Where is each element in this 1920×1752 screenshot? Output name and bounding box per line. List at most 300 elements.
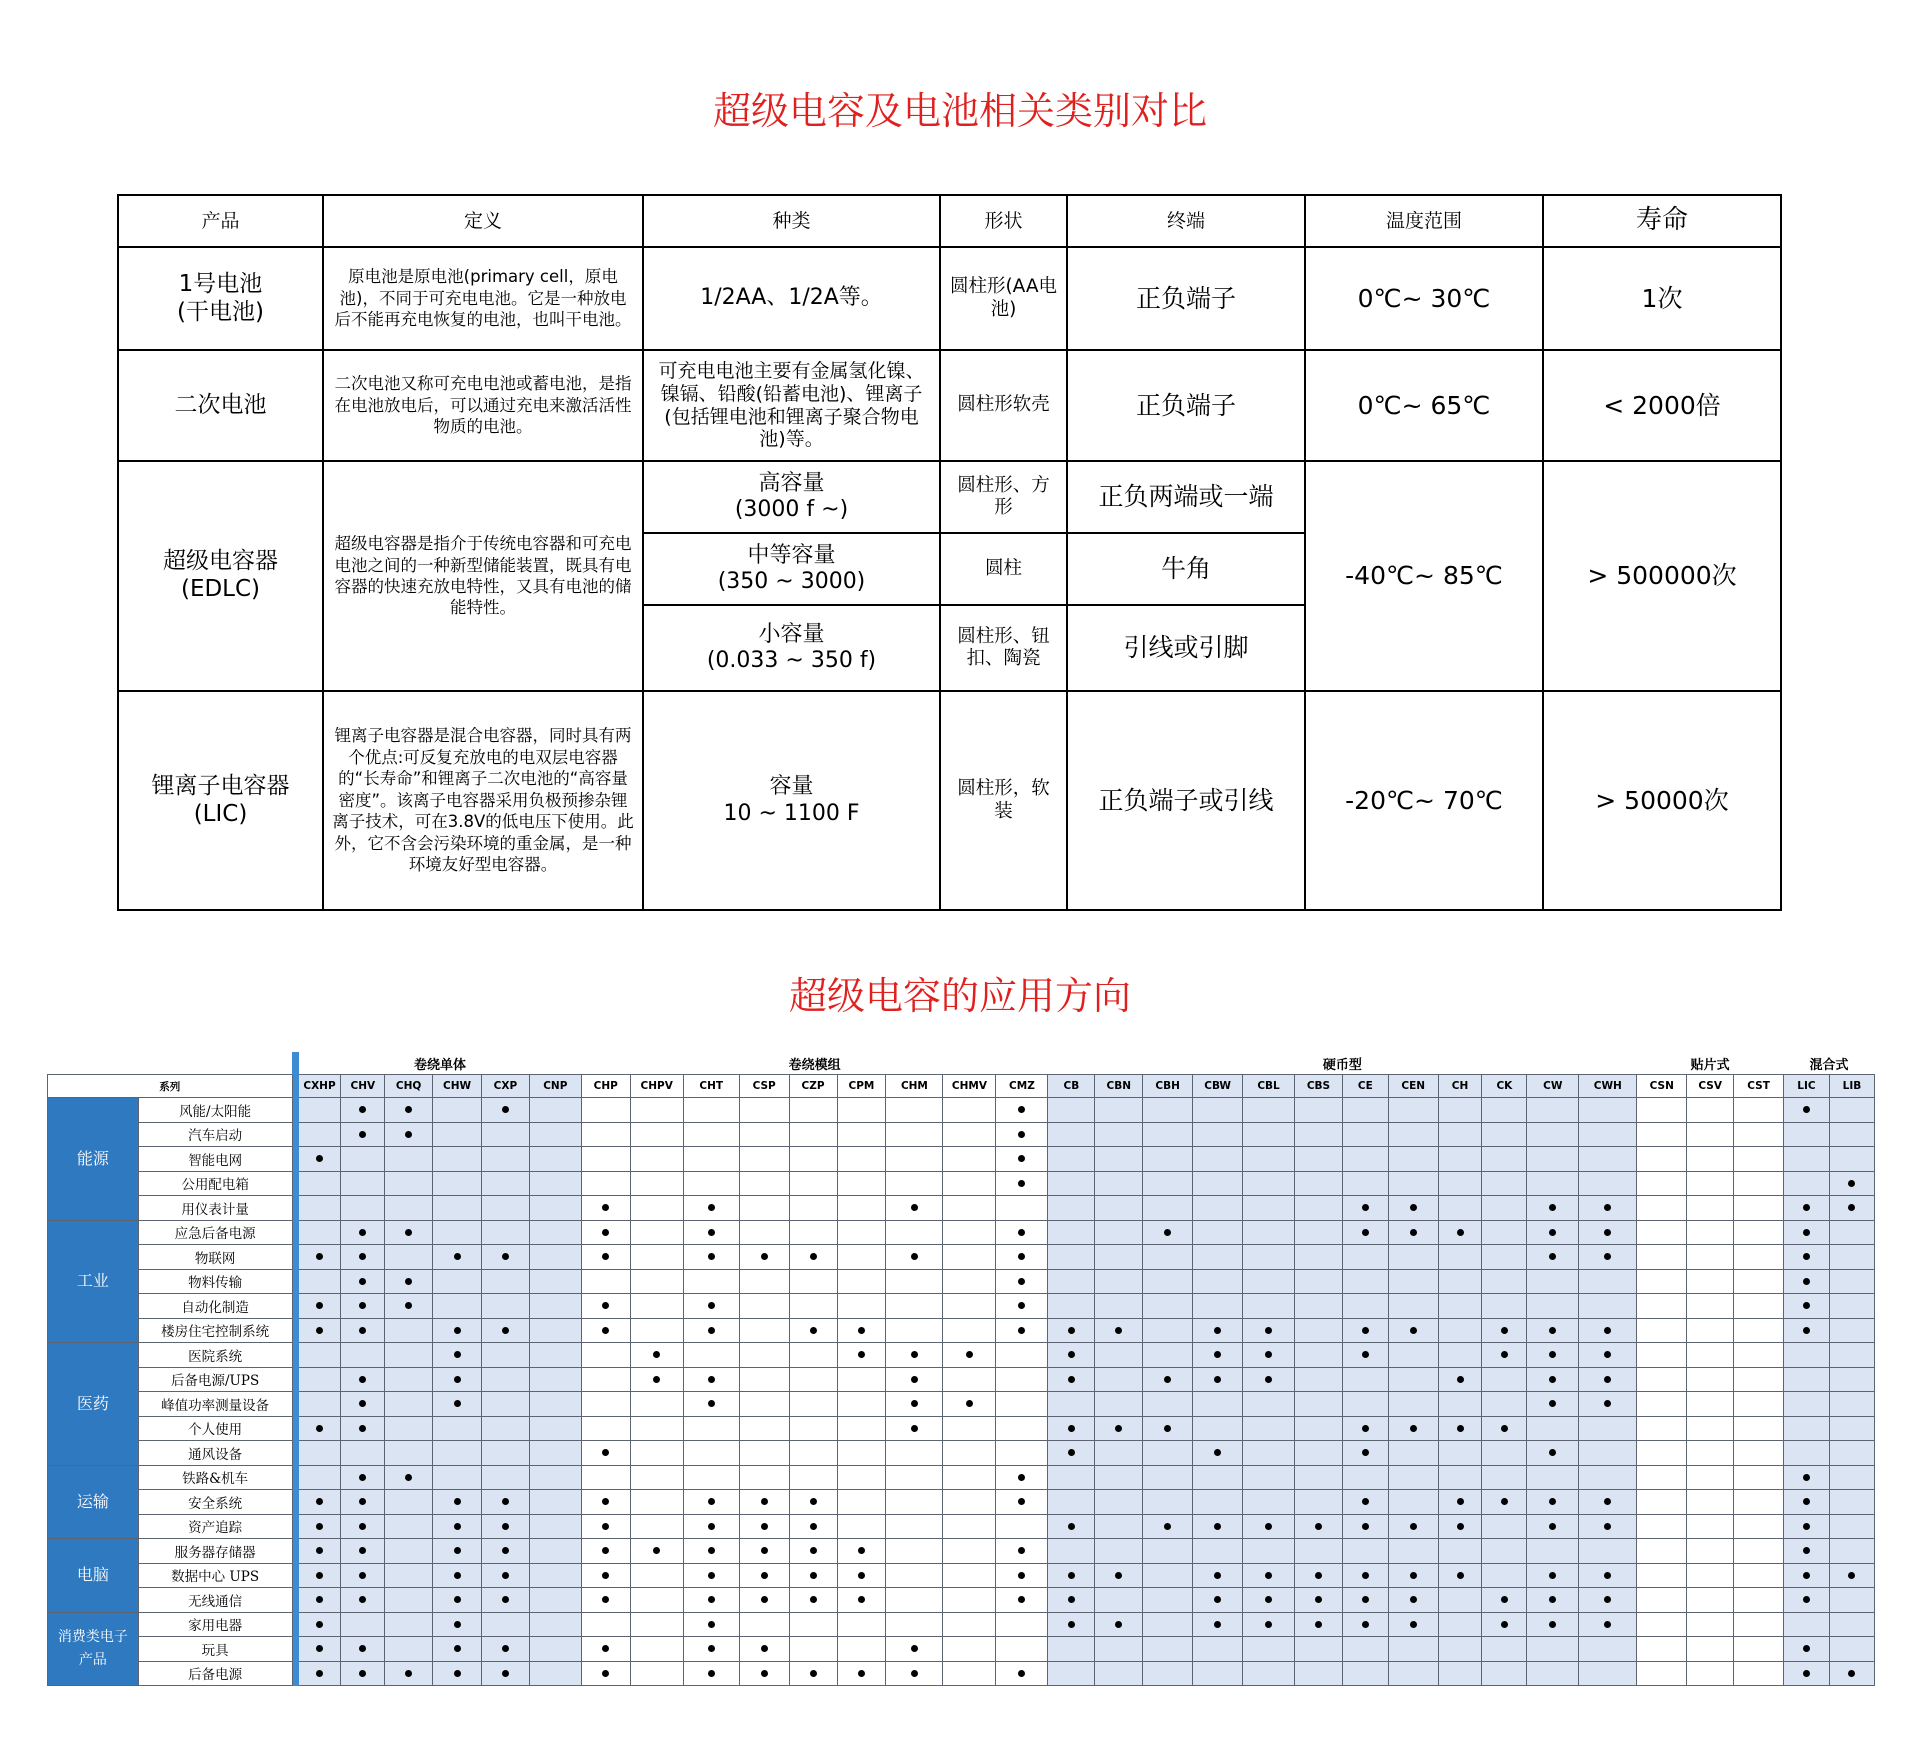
bullet-dot-icon	[1604, 1351, 1611, 1358]
bullet-dot-icon	[316, 1327, 323, 1334]
bullet-dot-icon	[761, 1253, 768, 1260]
matrix-cell	[1637, 1465, 1687, 1490]
bullet-dot-icon	[405, 1302, 412, 1309]
matrix-cell	[1438, 1539, 1482, 1564]
matrix-cell	[385, 1098, 433, 1123]
bullet-dot-icon	[708, 1547, 715, 1554]
matrix-cell	[886, 1343, 943, 1368]
bullet-dot-icon	[602, 1547, 609, 1554]
bullet-dot-icon	[1068, 1425, 1075, 1432]
matrix-cell	[481, 1122, 529, 1147]
bullet-dot-icon	[1410, 1229, 1417, 1236]
bullet-dot-icon	[359, 1547, 366, 1554]
matrix-cell	[1637, 1098, 1687, 1123]
bullet-dot-icon	[810, 1498, 817, 1505]
matrix-cell	[996, 1661, 1048, 1686]
matrix-cell	[433, 1122, 482, 1147]
matrix-cell	[1734, 1637, 1784, 1662]
matrix-cell	[581, 1196, 630, 1221]
terminal-cell: 引线或引脚	[1067, 605, 1305, 691]
series-code-cbl: CBL	[1243, 1075, 1295, 1098]
terminal-cell: 正负端子	[1067, 350, 1305, 461]
header-product: 产品	[118, 195, 323, 247]
bullet-dot-icon	[708, 1498, 715, 1505]
matrix-cell	[886, 1441, 943, 1466]
matrix-cell	[1143, 1196, 1193, 1221]
matrix-cell	[481, 1539, 529, 1564]
matrix-cell	[1048, 1343, 1095, 1368]
matrix-cell	[529, 1343, 581, 1368]
bullet-dot-icon	[1803, 1302, 1810, 1309]
bullet-dot-icon	[602, 1645, 609, 1652]
matrix-cell	[886, 1612, 943, 1637]
matrix-cell	[1438, 1269, 1482, 1294]
matrix-cell	[529, 1416, 581, 1441]
matrix-cell	[481, 1343, 529, 1368]
matrix-cell	[1095, 1539, 1143, 1564]
matrix-cell	[837, 1416, 886, 1441]
matrix-cell	[529, 1220, 581, 1245]
matrix-cell	[1243, 1441, 1295, 1466]
matrix-cell	[1784, 1269, 1830, 1294]
bullet-dot-icon	[502, 1670, 509, 1677]
table-row	[48, 1392, 1875, 1417]
matrix-cell	[943, 1637, 996, 1662]
bullet-dot-icon	[359, 1523, 366, 1530]
bullet-dot-icon	[858, 1351, 865, 1358]
matrix-cell	[683, 1514, 739, 1539]
matrix-cell	[1193, 1661, 1243, 1686]
kind-cell: 1/2AA、1/2A等。	[643, 247, 940, 350]
matrix-cell	[1143, 1661, 1193, 1686]
matrix-cell	[1342, 1294, 1388, 1319]
applications-title: 超级电容的应用方向	[788, 974, 1131, 1018]
matrix-cell	[739, 1563, 789, 1588]
application-name: 风能/太阳能	[138, 1098, 292, 1123]
bullet-dot-icon	[708, 1327, 715, 1334]
bullet-dot-icon	[1362, 1425, 1369, 1432]
matrix-cell	[1095, 1392, 1143, 1417]
bullet-dot-icon	[761, 1670, 768, 1677]
table-row	[48, 1416, 1875, 1441]
matrix-cell	[298, 1514, 341, 1539]
bullet-dot-icon	[1018, 1596, 1025, 1603]
bullet-dot-icon	[911, 1204, 918, 1211]
bullet-dot-icon	[602, 1572, 609, 1579]
matrix-cell	[481, 1637, 529, 1662]
matrix-cell	[1527, 1539, 1579, 1564]
matrix-cell	[1579, 1416, 1637, 1441]
matrix-cell	[1829, 1416, 1874, 1441]
matrix-cell	[1438, 1171, 1482, 1196]
bullet-dot-icon	[1457, 1572, 1464, 1579]
bullet-dot-icon	[1018, 1670, 1025, 1677]
bullet-dot-icon	[1265, 1621, 1272, 1628]
bullet-dot-icon	[1549, 1449, 1556, 1456]
matrix-cell	[529, 1367, 581, 1392]
matrix-cell	[385, 1441, 433, 1466]
matrix-cell	[298, 1490, 341, 1515]
bullet-dot-icon	[911, 1400, 918, 1407]
matrix-cell	[1438, 1147, 1482, 1172]
bullet-dot-icon	[454, 1498, 461, 1505]
matrix-cell	[996, 1147, 1048, 1172]
bullet-dot-icon	[1457, 1523, 1464, 1530]
matrix-cell	[1143, 1637, 1193, 1662]
matrix-cell	[1784, 1612, 1830, 1637]
series-group-0: 卷绕单体	[413, 1057, 466, 1073]
matrix-cell	[789, 1098, 837, 1123]
bullet-dot-icon	[359, 1376, 366, 1383]
matrix-cell	[837, 1269, 886, 1294]
matrix-cell	[341, 1318, 385, 1343]
bullet-dot-icon	[316, 1523, 323, 1530]
bullet-dot-icon	[454, 1376, 461, 1383]
life-cell: > 50000次	[1543, 691, 1781, 910]
bullet-dot-icon	[502, 1253, 509, 1260]
matrix-cell	[630, 1441, 683, 1466]
matrix-cell	[1143, 1612, 1193, 1637]
matrix-cell	[943, 1588, 996, 1613]
series-code-cxhp: CXHP	[298, 1075, 341, 1098]
bullet-dot-icon	[1018, 1474, 1025, 1481]
matrix-cell	[1438, 1514, 1482, 1539]
matrix-cell	[1295, 1171, 1343, 1196]
matrix-cell	[1829, 1196, 1874, 1221]
matrix-cell	[1438, 1392, 1482, 1417]
matrix-cell	[943, 1441, 996, 1466]
bullet-dot-icon	[1803, 1327, 1810, 1334]
matrix-cell	[996, 1416, 1048, 1441]
matrix-cell	[1095, 1269, 1143, 1294]
matrix-cell	[1048, 1392, 1095, 1417]
matrix-cell	[1388, 1465, 1438, 1490]
matrix-cell	[581, 1416, 630, 1441]
matrix-cell	[1048, 1612, 1095, 1637]
bullet-dot-icon	[1549, 1229, 1556, 1236]
series-code-ck: CK	[1482, 1075, 1527, 1098]
matrix-cell	[433, 1196, 482, 1221]
matrix-cell	[1388, 1539, 1438, 1564]
matrix-cell	[630, 1416, 683, 1441]
matrix-cell	[1438, 1122, 1482, 1147]
matrix-cell	[837, 1514, 886, 1539]
bullet-dot-icon	[708, 1523, 715, 1530]
bullet-dot-icon	[858, 1327, 865, 1334]
matrix-cell	[298, 1588, 341, 1613]
series-code-cbw: CBW	[1193, 1075, 1243, 1098]
bullet-dot-icon	[1164, 1425, 1171, 1432]
matrix-cell	[1295, 1098, 1343, 1123]
bullet-dot-icon	[1604, 1596, 1611, 1603]
matrix-cell	[886, 1416, 943, 1441]
matrix-cell	[341, 1269, 385, 1294]
matrix-cell	[943, 1367, 996, 1392]
matrix-cell	[1388, 1661, 1438, 1686]
matrix-cell	[1687, 1539, 1734, 1564]
matrix-cell	[1143, 1098, 1193, 1123]
matrix-cell	[1829, 1269, 1874, 1294]
matrix-cell	[481, 1661, 529, 1686]
matrix-cell	[739, 1588, 789, 1613]
matrix-cell	[1734, 1588, 1784, 1613]
matrix-cell	[385, 1588, 433, 1613]
matrix-cell	[789, 1392, 837, 1417]
matrix-cell	[1687, 1367, 1734, 1392]
bullet-dot-icon	[1501, 1425, 1508, 1432]
matrix-cell	[1687, 1490, 1734, 1515]
matrix-cell	[739, 1612, 789, 1637]
matrix-cell	[529, 1318, 581, 1343]
matrix-cell	[1579, 1196, 1637, 1221]
bullet-dot-icon	[1549, 1523, 1556, 1530]
matrix-cell	[529, 1098, 581, 1123]
matrix-cell	[433, 1147, 482, 1172]
matrix-cell	[341, 1490, 385, 1515]
matrix-cell	[1295, 1245, 1343, 1270]
matrix-cell	[1784, 1318, 1830, 1343]
matrix-cell	[1388, 1514, 1438, 1539]
bullet-dot-icon	[1115, 1621, 1122, 1628]
matrix-cell	[1342, 1171, 1388, 1196]
application-name: 峰值功率测量设备	[138, 1392, 292, 1417]
matrix-cell	[341, 1171, 385, 1196]
matrix-cell	[433, 1441, 482, 1466]
application-name: 服务器存储器	[138, 1539, 292, 1564]
matrix-cell	[789, 1318, 837, 1343]
matrix-cell	[298, 1196, 341, 1221]
matrix-cell	[1295, 1122, 1343, 1147]
bullet-dot-icon	[1803, 1547, 1810, 1554]
matrix-cell	[1734, 1269, 1784, 1294]
matrix-cell	[1579, 1539, 1637, 1564]
matrix-cell	[1579, 1245, 1637, 1270]
bullet-dot-icon	[1265, 1351, 1272, 1358]
matrix-cell	[1734, 1171, 1784, 1196]
matrix-cell	[1784, 1441, 1830, 1466]
matrix-cell	[630, 1392, 683, 1417]
matrix-cell	[481, 1441, 529, 1466]
matrix-cell	[341, 1441, 385, 1466]
matrix-cell	[1438, 1196, 1482, 1221]
bullet-dot-icon	[1362, 1229, 1369, 1236]
matrix-cell	[683, 1465, 739, 1490]
matrix-cell	[529, 1196, 581, 1221]
matrix-cell	[1687, 1220, 1734, 1245]
series-label: 系列	[48, 1075, 293, 1098]
matrix-cell	[1829, 1220, 1874, 1245]
matrix-cell	[996, 1318, 1048, 1343]
matrix-cell	[481, 1465, 529, 1490]
matrix-cell	[1193, 1269, 1243, 1294]
matrix-cell	[630, 1343, 683, 1368]
matrix-cell	[1784, 1171, 1830, 1196]
definition-cell: 超级电容器是指介于传统电容器和可充电电池之间的一种新型储能装置，既具有电容器的快速充放电特性，又具有电池的储能特性。	[323, 461, 643, 691]
matrix-cell	[1193, 1416, 1243, 1441]
bullet-dot-icon	[1164, 1376, 1171, 1383]
application-name: 物联网	[138, 1245, 292, 1270]
matrix-cell	[1048, 1539, 1095, 1564]
matrix-cell	[1579, 1563, 1637, 1588]
application-name: 应急后备电源	[138, 1220, 292, 1245]
matrix-cell	[789, 1514, 837, 1539]
matrix-cell	[1829, 1637, 1874, 1662]
matrix-cell	[481, 1171, 529, 1196]
bullet-dot-icon	[1068, 1327, 1075, 1334]
matrix-cell	[1438, 1343, 1482, 1368]
bullet-dot-icon	[359, 1596, 366, 1603]
matrix-cell	[1095, 1563, 1143, 1588]
matrix-cell	[1243, 1392, 1295, 1417]
matrix-cell	[630, 1367, 683, 1392]
matrix-cell	[837, 1563, 886, 1588]
series-code-row	[48, 1075, 1875, 1098]
matrix-cell	[1687, 1416, 1734, 1441]
table-row	[48, 1441, 1875, 1466]
matrix-cell	[581, 1098, 630, 1123]
bullet-dot-icon	[858, 1670, 865, 1677]
matrix-cell	[1784, 1588, 1830, 1613]
table-row	[48, 1220, 1875, 1245]
matrix-cell	[943, 1245, 996, 1270]
kind-cell: 高容量 (3000 f ~)	[643, 461, 940, 533]
series-group-1: 卷绕模组	[788, 1057, 841, 1073]
matrix-cell	[433, 1588, 482, 1613]
bullet-dot-icon	[359, 1131, 366, 1138]
matrix-cell	[1784, 1392, 1830, 1417]
bullet-dot-icon	[1214, 1376, 1221, 1383]
matrix-cell	[1143, 1441, 1193, 1466]
matrix-cell	[341, 1220, 385, 1245]
bullet-dot-icon	[359, 1645, 366, 1652]
bullet-dot-icon	[708, 1400, 715, 1407]
matrix-cell	[1243, 1196, 1295, 1221]
matrix-cell	[683, 1416, 739, 1441]
product-cell: 锂离子电容器 (LIC)	[118, 691, 323, 910]
matrix-cell	[943, 1416, 996, 1441]
series-code-cbs: CBS	[1295, 1075, 1343, 1098]
table-row	[48, 1514, 1875, 1539]
matrix-cell	[630, 1318, 683, 1343]
bullet-dot-icon	[454, 1572, 461, 1579]
bullet-dot-icon	[761, 1645, 768, 1652]
matrix-cell	[298, 1147, 341, 1172]
bullet-dot-icon	[1604, 1498, 1611, 1505]
matrix-cell	[1143, 1490, 1193, 1515]
bullet-dot-icon	[502, 1106, 509, 1113]
matrix-cell	[886, 1392, 943, 1417]
matrix-cell	[789, 1441, 837, 1466]
matrix-cell	[1342, 1612, 1388, 1637]
matrix-cell	[433, 1318, 482, 1343]
matrix-cell	[886, 1367, 943, 1392]
matrix-cell	[683, 1661, 739, 1686]
bullet-dot-icon	[1549, 1376, 1556, 1383]
matrix-cell	[1143, 1392, 1193, 1417]
matrix-cell	[529, 1269, 581, 1294]
matrix-cell	[1579, 1588, 1637, 1613]
matrix-cell	[837, 1245, 886, 1270]
matrix-cell	[1687, 1392, 1734, 1417]
definition-cell: 原电池是原电池(primary cell，原电池)，不同于可充电电池。它是一种放电后不能再充电恢复的电池，也叫干电池。	[323, 247, 643, 350]
matrix-cell	[433, 1612, 482, 1637]
matrix-cell	[1734, 1367, 1784, 1392]
matrix-cell	[1388, 1171, 1438, 1196]
matrix-cell	[943, 1196, 996, 1221]
bullet-dot-icon	[1068, 1621, 1075, 1628]
matrix-cell	[1687, 1196, 1734, 1221]
matrix-cell	[1388, 1196, 1438, 1221]
table-row	[48, 1294, 1875, 1319]
matrix-cell	[385, 1490, 433, 1515]
matrix-cell	[1243, 1269, 1295, 1294]
matrix-cell	[1143, 1122, 1193, 1147]
matrix-cell	[789, 1661, 837, 1686]
bullet-dot-icon	[653, 1547, 660, 1554]
matrix-cell	[837, 1367, 886, 1392]
matrix-cell	[298, 1539, 341, 1564]
matrix-cell	[683, 1563, 739, 1588]
matrix-cell	[1687, 1098, 1734, 1123]
matrix-cell	[433, 1171, 482, 1196]
matrix-cell	[529, 1294, 581, 1319]
matrix-cell	[1687, 1318, 1734, 1343]
matrix-cell	[1637, 1392, 1687, 1417]
bullet-dot-icon	[1604, 1229, 1611, 1236]
matrix-cell	[1193, 1441, 1243, 1466]
bullet-dot-icon	[1315, 1596, 1322, 1603]
matrix-cell	[1527, 1661, 1579, 1686]
bullet-dot-icon	[1549, 1498, 1556, 1505]
bullet-dot-icon	[1362, 1572, 1369, 1579]
matrix-cell	[529, 1245, 581, 1270]
matrix-cell	[789, 1367, 837, 1392]
matrix-cell	[1829, 1539, 1874, 1564]
matrix-cell	[1388, 1147, 1438, 1172]
matrix-cell	[481, 1392, 529, 1417]
matrix-cell	[739, 1465, 789, 1490]
matrix-cell	[1482, 1294, 1527, 1319]
matrix-cell	[683, 1098, 739, 1123]
bullet-dot-icon	[1164, 1229, 1171, 1236]
series-code-cpm: CPM	[837, 1075, 886, 1098]
matrix-cell	[1637, 1343, 1687, 1368]
matrix-cell	[996, 1637, 1048, 1662]
matrix-cell	[1527, 1147, 1579, 1172]
matrix-cell	[1438, 1441, 1482, 1466]
temperature-cell: -20℃~ 70℃	[1305, 691, 1543, 910]
matrix-cell	[1482, 1392, 1527, 1417]
matrix-cell	[1687, 1245, 1734, 1270]
matrix-cell	[1342, 1514, 1388, 1539]
matrix-cell	[1482, 1318, 1527, 1343]
matrix-cell	[1482, 1637, 1527, 1662]
life-cell: < 2000倍	[1543, 350, 1781, 461]
kind-cell: 可充电电池主要有金属氢化镍、镍镉、铅酸(铅蓄电池)、锂离子(包括锂电池和锂离子聚合物电池)等。	[643, 350, 940, 461]
matrix-cell	[943, 1343, 996, 1368]
comparison-header-row	[118, 195, 1781, 247]
matrix-cell	[789, 1171, 837, 1196]
bullet-dot-icon	[1803, 1523, 1810, 1530]
matrix-cell	[1527, 1122, 1579, 1147]
matrix-cell	[683, 1637, 739, 1662]
bullet-dot-icon	[1501, 1596, 1508, 1603]
matrix-cell	[1637, 1367, 1687, 1392]
series-code-cen: CEN	[1388, 1075, 1438, 1098]
matrix-cell	[298, 1367, 341, 1392]
matrix-cell	[1193, 1612, 1243, 1637]
matrix-cell	[996, 1539, 1048, 1564]
